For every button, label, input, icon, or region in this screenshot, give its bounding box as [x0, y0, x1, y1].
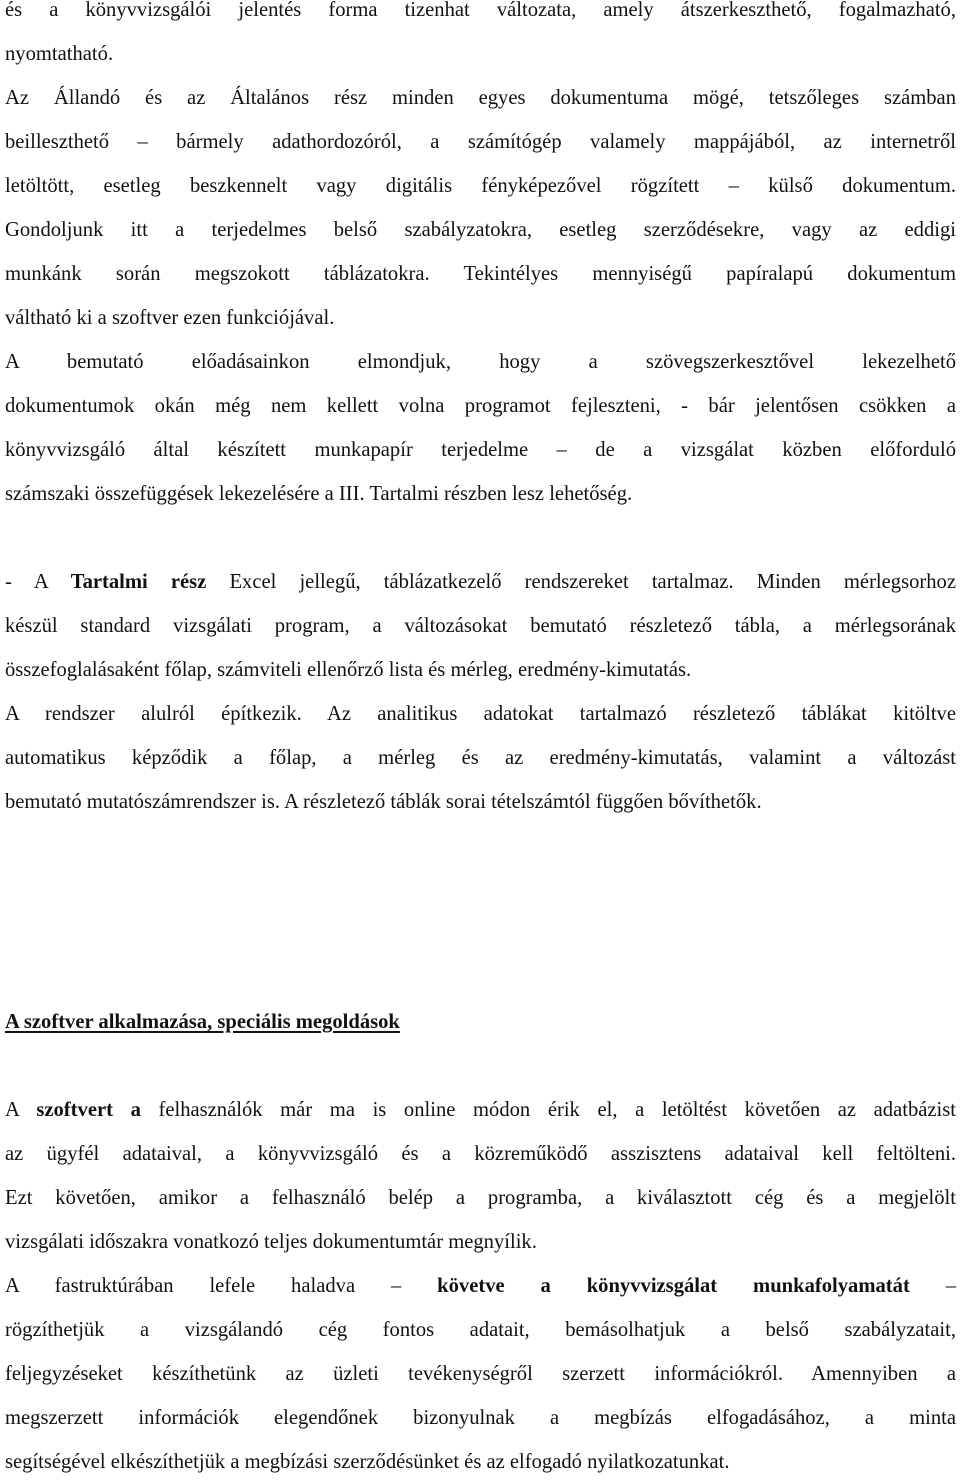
text-line: automatikus képződik a főlap, a mérleg és az eredmény-kimutatás, valamint a változást	[5, 747, 956, 769]
paragraph-external-documents	[5, 76, 956, 340]
text-line: feljegyzéseket készíthetünk az üzleti tevékenységről szerzett információkról. Amennyiben a	[5, 1363, 956, 1385]
text-line: Gondoljunk itt a terjedelmes belső szabályzatokra, esetleg szerződésekre, vagy az eddigi	[5, 219, 956, 241]
text-line: Ezt követően, amikor a felhasználó belép a programba, a kiválasztott cég és a megjelölt	[5, 1187, 956, 1209]
text-run: A fastruktúrában lefele haladva –	[5, 1275, 438, 1297]
text-line: összefoglalásaként főlap, számviteli ellenőrző lista és mérleg, eredmény-kimutatás.	[5, 659, 692, 681]
text-line: munkánk során megszokott táblázatokra. Tekintélyes mennyiségű papíralapú dokumentum	[5, 263, 956, 285]
text-run: A	[5, 1099, 37, 1121]
text-run: –	[909, 1275, 956, 1297]
document-page	[5, 0, 956, 1484]
text-line	[5, 1088, 956, 1132]
text-line: számszaki összefüggések lekezelésére a III. Tartalmi részben lesz lehetőség.	[5, 483, 633, 505]
paragraph-software-access	[5, 1088, 956, 1264]
text-line: Az Állandó és az Általános rész minden egyes dokumentuma mögé, tetszőleges számban	[5, 87, 956, 109]
paragraph-presentations	[5, 340, 956, 516]
text-line: A bemutató előadásainkon elmondjuk, hogy a szövegszerkesztővel lekezelhető	[5, 351, 956, 373]
text-line: rögzíthetjük a vizsgálandó cég fontos adatait, bemásolhatjuk a belső szabályzatait,	[5, 1319, 956, 1341]
heading-spacer	[5, 1044, 956, 1088]
paragraph-bottom-up	[5, 692, 956, 824]
text-line: készül standard vizsgálati program, a változásokat bemutató részletező tábla, a mérlegsorának	[5, 615, 956, 637]
text-line: váltható ki a szoftver ezen funkciójával.	[5, 307, 335, 329]
paragraph-content-section	[5, 560, 956, 692]
text-line: segítségével elkészíthetjük a megbízási szerződésünket és az elfogadó nyilatkozatunkat.	[5, 1451, 730, 1473]
text-line: beilleszthető – bármely adathordozóról, a számítógép valamely mappájából, az internetről	[5, 131, 956, 153]
text-line: megszerzett információk elegendőnek bizonyulnak a megbízás elfogadásához, a minta	[5, 1407, 956, 1429]
bold-term: követve a könyvvizsgálat munkafolyamatát	[437, 1275, 910, 1297]
text-line: letöltött, esetleg beszkennelt vagy digitális fényképezővel rögzített – külső dokumentum.	[5, 175, 956, 197]
bold-term: Tartalmi rész	[70, 571, 207, 593]
text-line: A rendszer alulról építkezik. Az analitikus adatokat tartalmazó részletező táblákat kitöltve	[5, 703, 956, 725]
text-line	[5, 1264, 956, 1308]
text-line: az ügyfél adataival, a könyvvizsgáló és a közreműködő asszisztens adataival kell feltölteni.	[5, 1143, 956, 1165]
text-line: és a könyvvizsgálói jelentés forma tizenhat változata, amely átszerkeszthető, fogalmazható,	[5, 0, 956, 21]
section-spacer	[5, 824, 956, 1000]
text-run: felhasználók már ma is online módon érik el, a letöltést követően az adatbázist	[140, 1099, 956, 1121]
paragraph-report-variants	[5, 0, 956, 76]
paragraph-spacer	[5, 516, 956, 560]
text-run: Excel jellegű, táblázatkezelő rendszereket tartalmaz. Minden mérlegsorhoz	[206, 571, 956, 593]
text-line: vizsgálati időszakra vonatkozó teljes dokumentumtár megnyílik.	[5, 1231, 537, 1253]
text-line: bemutató mutatószámrendszer is. A részletező táblák sorai tételszámtól függően bővíthetők.	[5, 791, 762, 813]
paragraph-tree-structure	[5, 1264, 956, 1484]
section-heading: A szoftver alkalmazása, speciális megoldások	[5, 1011, 400, 1033]
text-line: dokumentumok okán még nem kellett volna programot fejleszteni, - bár jelentősen csökken a	[5, 395, 956, 417]
text-line	[5, 560, 956, 604]
bold-term: szoftvert a	[36, 1099, 141, 1121]
text-line: nyomtatható.	[5, 43, 114, 65]
text-line: könyvvizsgáló által készített munkapapír terjedelme – de a vizsgálat közben előforduló	[5, 439, 956, 461]
text-run: - A	[5, 571, 71, 593]
